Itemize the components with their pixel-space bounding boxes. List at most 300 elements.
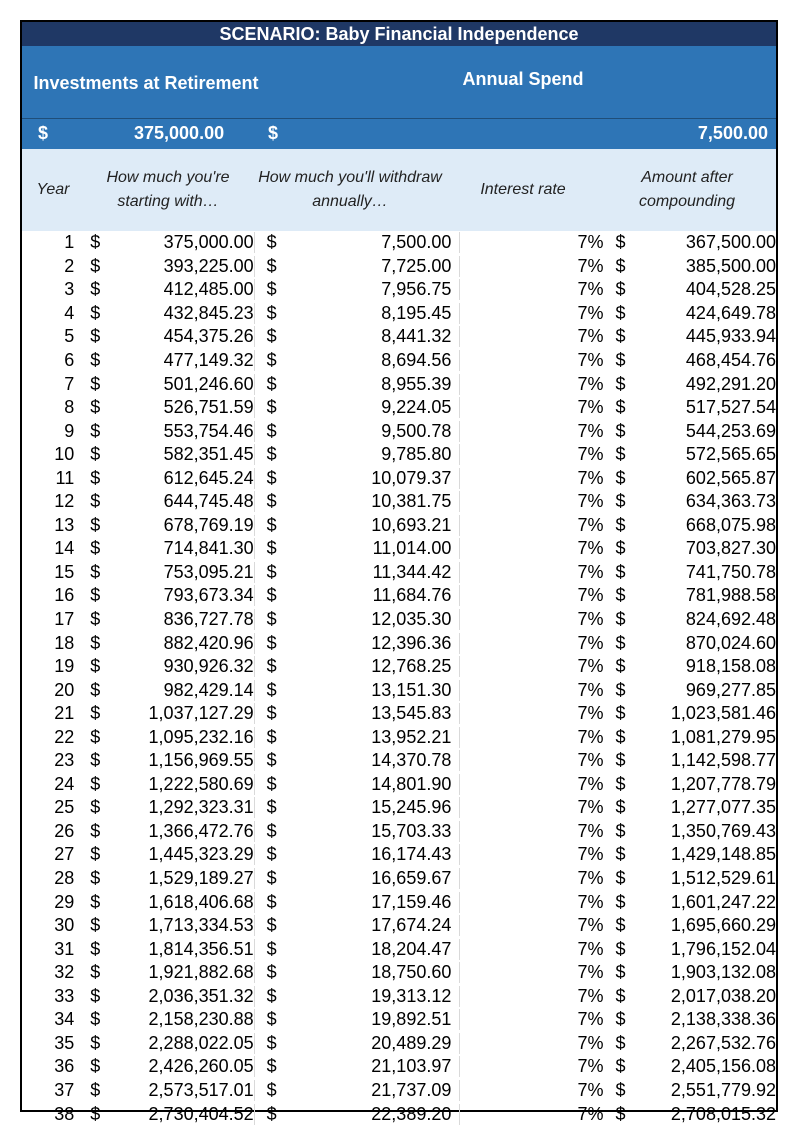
year-cell: 15 xyxy=(54,561,75,582)
starting-amount-cell: 882,420.96 xyxy=(110,633,255,654)
starting-amount-cell: 1,366,472.76 xyxy=(110,821,255,842)
table-row xyxy=(22,702,776,726)
after-compounding-cell: 781,988.58 xyxy=(685,585,777,606)
currency-cell: $ xyxy=(615,514,626,535)
interest-rate-cell: 7% xyxy=(577,750,604,771)
withdraw-amount-cell: 10,381.75 xyxy=(286,491,460,512)
table-row xyxy=(22,443,776,467)
table-row xyxy=(22,796,776,820)
year-cell: 6 xyxy=(64,350,75,370)
interest-rate-cell: 7% xyxy=(577,797,604,818)
table-row xyxy=(22,1008,776,1032)
year-cell: 3 xyxy=(64,279,75,300)
interest-rate-cell: 7% xyxy=(577,561,604,582)
table-row xyxy=(22,749,776,773)
currency-cell: $ xyxy=(90,750,101,771)
currency-cell: $ xyxy=(90,1009,101,1030)
currency-cell: $ xyxy=(90,444,101,465)
interest-rate-cell: 7% xyxy=(577,514,604,535)
interest-rate-cell: 7% xyxy=(577,726,604,747)
currency-cell: $ xyxy=(266,820,277,841)
currency-cell: $ xyxy=(90,703,101,724)
year-cell: 5 xyxy=(64,326,75,347)
after-compounding-cell: 703,827.30 xyxy=(685,538,777,559)
after-compounding-cell: 1,350,769.43 xyxy=(670,820,777,841)
year-cell: 23 xyxy=(54,750,75,771)
table-row xyxy=(22,961,776,985)
starting-amount-cell: 612,645.24 xyxy=(110,468,255,489)
starting-amount-cell: 1,222,580.69 xyxy=(110,774,255,795)
after-compounding-cell: 2,708,015.32 xyxy=(670,1103,777,1124)
after-compounding-cell: 1,207,778.79 xyxy=(670,773,777,794)
currency-cell: $ xyxy=(615,350,626,370)
currency-cell: $ xyxy=(90,915,101,936)
currency-cell: $ xyxy=(90,797,101,818)
year-cell: 14 xyxy=(54,538,75,559)
table-row xyxy=(22,1055,776,1079)
year-cell: 25 xyxy=(54,797,75,818)
table-row xyxy=(22,514,776,538)
withdraw-amount-cell: 9,500.78 xyxy=(286,421,460,442)
currency-cell: $ xyxy=(266,585,277,606)
currency-cell: $ xyxy=(615,609,626,630)
withdraw-amount-cell: 21,103.97 xyxy=(286,1056,460,1077)
currency-cell: $ xyxy=(90,538,101,559)
currency-cell: $ xyxy=(266,962,277,983)
interest-rate-cell: 7% xyxy=(577,703,604,724)
table-row xyxy=(22,396,776,420)
currency-cell: $ xyxy=(90,561,101,582)
after-compounding-cell: 602,565.87 xyxy=(685,467,777,488)
withdraw-amount-cell: 14,801.90 xyxy=(286,774,460,795)
year-cell: 22 xyxy=(54,726,75,747)
table-row xyxy=(22,937,776,961)
starting-amount-cell: 1,814,356.51 xyxy=(110,939,255,960)
after-compounding-cell: 969,277.85 xyxy=(685,679,777,700)
currency-cell: $ xyxy=(90,938,101,959)
year-cell: 38 xyxy=(54,1103,75,1124)
withdraw-amount-cell: 22,389.20 xyxy=(286,1104,460,1125)
interest-rate-cell: 7% xyxy=(577,538,604,559)
currency-cell: $ xyxy=(266,491,277,512)
year-cell: 12 xyxy=(54,491,75,512)
currency-cell: $ xyxy=(266,632,277,653)
currency-cell: $ xyxy=(90,632,101,653)
interest-rate-cell: 7% xyxy=(577,232,604,253)
withdraw-amount-cell: 11,684.76 xyxy=(286,585,460,606)
currency-cell: $ xyxy=(90,491,101,512)
interest-rate-cell: 7% xyxy=(577,820,604,841)
currency-cell: $ xyxy=(266,750,277,771)
currency-cell: $ xyxy=(615,797,626,818)
interest-rate-cell: 7% xyxy=(577,420,604,441)
starting-amount-cell: 1,921,882.68 xyxy=(110,962,255,983)
year-cell: 10 xyxy=(54,444,75,465)
interest-rate-cell: 7% xyxy=(577,1032,604,1053)
currency-cell: $ xyxy=(266,703,277,724)
starting-amount-cell: 2,288,022.05 xyxy=(110,1033,255,1054)
starting-amount-cell: 582,351.45 xyxy=(110,444,255,465)
starting-amount-cell: 2,036,351.32 xyxy=(110,986,255,1007)
table-row xyxy=(22,349,776,373)
starting-amount-cell: 753,095.21 xyxy=(110,562,255,583)
withdraw-amount-cell: 7,725.00 xyxy=(286,256,460,277)
currency-cell: $ xyxy=(615,326,626,347)
after-compounding-cell: 824,692.48 xyxy=(685,609,777,630)
interest-rate-cell: 7% xyxy=(577,679,604,700)
currency-cell: $ xyxy=(615,1056,626,1077)
currency-cell: $ xyxy=(90,279,101,300)
currency-cell: $ xyxy=(615,844,626,865)
currency-cell: $ xyxy=(615,891,626,912)
after-compounding-cell: 2,405,156.08 xyxy=(670,1056,777,1077)
starting-amount-cell: 1,037,127.29 xyxy=(110,703,255,724)
currency-cell: $ xyxy=(615,585,626,606)
col-year: Year xyxy=(36,181,70,198)
year-cell: 19 xyxy=(54,656,75,677)
currency-cell: $ xyxy=(266,420,277,441)
currency-cell: $ xyxy=(266,1079,277,1100)
starting-amount-cell: 477,149.32 xyxy=(110,350,255,371)
year-cell: 2 xyxy=(64,255,75,276)
currency-cell: $ xyxy=(615,726,626,747)
table-row xyxy=(22,231,776,255)
currency-cell: $ xyxy=(266,609,277,630)
withdraw-amount-cell: 17,674.24 xyxy=(286,915,460,936)
table-row xyxy=(22,725,776,749)
interest-rate-cell: 7% xyxy=(577,1079,604,1100)
withdraw-amount-cell: 19,313.12 xyxy=(286,986,460,1007)
withdraw-amount-cell: 18,204.47 xyxy=(286,939,460,960)
starting-amount-cell: 1,529,189.27 xyxy=(110,868,255,889)
year-cell: 11 xyxy=(55,467,75,488)
table-row xyxy=(22,820,776,844)
currency-cell: $ xyxy=(266,467,277,488)
currency-cell: $ xyxy=(266,915,277,936)
withdraw-amount-cell: 12,768.25 xyxy=(286,656,460,677)
table-row xyxy=(22,843,776,867)
spend-currency: $ xyxy=(268,123,279,143)
withdraw-amount-cell: 9,224.05 xyxy=(286,397,460,418)
withdraw-amount-cell: 16,659.67 xyxy=(286,868,460,889)
year-cell: 32 xyxy=(54,962,75,983)
starting-amount-cell: 1,713,334.53 xyxy=(110,915,255,936)
after-compounding-cell: 517,527.54 xyxy=(685,397,777,418)
summary-header xyxy=(22,46,776,118)
year-cell: 13 xyxy=(54,514,75,535)
withdraw-amount-cell: 20,489.29 xyxy=(286,1033,460,1054)
currency-cell: $ xyxy=(266,656,277,677)
table-row xyxy=(22,773,776,797)
currency-cell: $ xyxy=(266,514,277,535)
withdraw-amount-cell: 10,693.21 xyxy=(286,515,460,536)
starting-amount-cell: 553,754.46 xyxy=(110,421,255,442)
year-cell: 7 xyxy=(64,373,75,394)
data-rows xyxy=(22,231,776,1126)
currency-cell: $ xyxy=(615,444,626,465)
currency-cell: $ xyxy=(266,1032,277,1053)
withdraw-amount-cell: 12,035.30 xyxy=(286,609,460,630)
interest-rate-cell: 7% xyxy=(577,985,604,1006)
currency-cell: $ xyxy=(615,1079,626,1100)
interest-rate-cell: 7% xyxy=(577,279,604,300)
interest-rate-cell: 7% xyxy=(577,585,604,606)
starting-amount-cell: 836,727.78 xyxy=(110,609,255,630)
currency-cell: $ xyxy=(615,679,626,700)
table-row xyxy=(22,419,776,443)
starting-amount-cell: 526,751.59 xyxy=(110,397,255,418)
year-cell: 26 xyxy=(54,820,75,841)
currency-cell: $ xyxy=(90,985,101,1006)
starting-amount-cell: 714,841.30 xyxy=(110,538,255,559)
interest-rate-cell: 7% xyxy=(577,938,604,959)
currency-cell: $ xyxy=(90,255,101,276)
currency-cell: $ xyxy=(615,1009,626,1030)
withdraw-amount-cell: 18,750.60 xyxy=(286,962,460,983)
table-row xyxy=(22,867,776,891)
table-row xyxy=(22,1032,776,1056)
starting-amount-cell: 1,445,323.29 xyxy=(110,844,255,865)
currency-cell: $ xyxy=(266,1009,277,1030)
starting-amount-cell: 678,769.19 xyxy=(110,515,255,536)
starting-amount-cell: 2,426,260.05 xyxy=(110,1056,255,1077)
starting-amount-cell: 412,485.00 xyxy=(110,279,255,300)
currency-cell: $ xyxy=(615,985,626,1006)
starting-amount-cell: 644,745.48 xyxy=(110,491,255,512)
starting-amount-cell: 982,429.14 xyxy=(110,680,255,701)
interest-rate-cell: 7% xyxy=(577,915,604,936)
after-compounding-cell: 741,750.78 xyxy=(685,561,777,582)
column-headers xyxy=(22,149,776,231)
currency-cell: $ xyxy=(266,844,277,865)
withdraw-amount-cell: 7,956.75 xyxy=(286,279,460,300)
year-cell: 17 xyxy=(54,609,75,630)
currency-cell: $ xyxy=(90,844,101,865)
currency-cell: $ xyxy=(266,255,277,276)
year-cell: 28 xyxy=(54,868,75,889)
after-compounding-cell: 544,253.69 xyxy=(685,420,777,441)
currency-cell: $ xyxy=(615,279,626,300)
year-cell: 37 xyxy=(54,1079,75,1100)
starting-amount-cell: 375,000.00 xyxy=(110,232,255,253)
currency-cell: $ xyxy=(615,232,626,253)
year-cell: 21 xyxy=(54,703,75,724)
starting-amount-cell: 1,156,969.55 xyxy=(110,750,255,771)
currency-cell: $ xyxy=(90,609,101,630)
currency-cell: $ xyxy=(90,820,101,841)
withdraw-amount-cell: 16,174.43 xyxy=(286,844,460,865)
table-row xyxy=(22,325,776,349)
year-cell: 8 xyxy=(64,397,75,418)
currency-cell: $ xyxy=(615,1032,626,1053)
withdraw-amount-cell: 11,344.42 xyxy=(286,562,460,583)
currency-cell: $ xyxy=(615,962,626,983)
year-cell: 33 xyxy=(54,985,75,1006)
after-compounding-cell: 2,551,779.92 xyxy=(670,1079,777,1100)
currency-cell: $ xyxy=(615,373,626,394)
currency-cell: $ xyxy=(615,938,626,959)
year-cell: 20 xyxy=(54,679,75,700)
year-cell: 29 xyxy=(54,891,75,912)
currency-cell: $ xyxy=(266,561,277,582)
currency-cell: $ xyxy=(615,1103,626,1124)
table-row xyxy=(22,561,776,585)
starting-amount-cell: 501,246.60 xyxy=(110,374,255,395)
currency-cell: $ xyxy=(90,514,101,535)
withdraw-amount-cell: 12,396.36 xyxy=(286,633,460,654)
currency-cell: $ xyxy=(615,820,626,841)
after-compounding-cell: 385,500.00 xyxy=(685,255,777,276)
after-compounding-cell: 445,933.94 xyxy=(685,326,777,347)
table-row xyxy=(22,466,776,490)
investments-value: 375,000.00 xyxy=(134,123,225,143)
currency-cell: $ xyxy=(615,915,626,936)
currency-cell: $ xyxy=(615,868,626,889)
after-compounding-cell: 2,267,532.76 xyxy=(670,1032,777,1053)
year-cell: 30 xyxy=(54,915,75,936)
interest-rate-cell: 7% xyxy=(577,609,604,630)
after-compounding-cell: 1,512,529.61 xyxy=(670,868,777,889)
currency-cell: $ xyxy=(266,938,277,959)
currency-cell: $ xyxy=(90,467,101,488)
table-row xyxy=(22,537,776,561)
interest-rate-cell: 7% xyxy=(577,397,604,418)
after-compounding-cell: 1,601,247.22 xyxy=(670,891,777,912)
after-compounding-cell: 404,528.25 xyxy=(685,279,777,300)
table-row xyxy=(22,914,776,938)
table-row xyxy=(22,584,776,608)
currency-cell: $ xyxy=(90,397,101,418)
starting-amount-cell: 432,845.23 xyxy=(110,303,255,324)
investments-label: Investments at Retirement xyxy=(33,73,259,93)
interest-rate-cell: 7% xyxy=(577,326,604,347)
table-row xyxy=(22,302,776,326)
interest-rate-cell: 7% xyxy=(577,773,604,794)
withdraw-amount-cell: 7,500.00 xyxy=(286,232,460,253)
table-row xyxy=(22,255,776,279)
table-row xyxy=(22,1079,776,1103)
currency-cell: $ xyxy=(615,561,626,582)
withdraw-amount-cell: 8,955.39 xyxy=(286,374,460,395)
currency-cell: $ xyxy=(90,373,101,394)
table-row xyxy=(22,278,776,302)
interest-rate-cell: 7% xyxy=(577,373,604,394)
starting-amount-cell: 2,158,230.88 xyxy=(110,1009,255,1030)
after-compounding-cell: 1,903,132.08 xyxy=(670,962,777,983)
currency-cell: $ xyxy=(615,703,626,724)
currency-cell: $ xyxy=(90,232,101,253)
currency-cell: $ xyxy=(90,726,101,747)
interest-rate-cell: 7% xyxy=(577,656,604,677)
interest-rate-cell: 7% xyxy=(577,1056,604,1077)
withdraw-amount-cell: 13,545.83 xyxy=(286,703,460,724)
withdraw-amount-cell: 11,014.00 xyxy=(286,538,460,559)
after-compounding-cell: 918,158.08 xyxy=(685,656,777,677)
table-row xyxy=(22,372,776,396)
col-withdraw: How much you'll withdraw annually… xyxy=(258,169,442,210)
table-row xyxy=(22,608,776,632)
currency-cell: $ xyxy=(90,1032,101,1053)
starting-amount-cell: 393,225.00 xyxy=(110,256,255,277)
interest-rate-cell: 7% xyxy=(577,491,604,512)
interest-rate-cell: 7% xyxy=(577,1009,604,1030)
year-cell: 36 xyxy=(54,1056,75,1077)
currency-cell: $ xyxy=(90,326,101,347)
currency-cell: $ xyxy=(266,985,277,1006)
interest-rate-cell: 7% xyxy=(577,962,604,983)
currency-cell: $ xyxy=(90,585,101,606)
after-compounding-cell: 1,277,077.35 xyxy=(670,797,777,818)
withdraw-amount-cell: 13,151.30 xyxy=(286,680,460,701)
year-cell: 31 xyxy=(54,938,75,959)
after-compounding-cell: 1,081,279.95 xyxy=(670,726,777,747)
currency-cell: $ xyxy=(266,373,277,394)
after-compounding-cell: 572,565.65 xyxy=(685,444,777,465)
year-cell: 18 xyxy=(54,632,75,653)
after-compounding-cell: 634,363.73 xyxy=(685,491,777,512)
currency-cell: $ xyxy=(615,773,626,794)
year-cell: 4 xyxy=(64,302,75,323)
after-compounding-cell: 668,075.98 xyxy=(685,514,777,535)
after-compounding-cell: 468,454.76 xyxy=(685,350,777,370)
year-cell: 1 xyxy=(64,232,75,253)
after-compounding-cell: 1,142,598.77 xyxy=(670,750,777,771)
currency-cell: $ xyxy=(615,302,626,323)
col-starting: How much you're starting with… xyxy=(106,169,230,210)
currency-cell: $ xyxy=(266,232,277,253)
interest-rate-cell: 7% xyxy=(577,1103,604,1124)
currency-cell: $ xyxy=(266,326,277,347)
currency-cell: $ xyxy=(615,397,626,418)
year-cell: 27 xyxy=(54,844,75,865)
spreadsheet-frame xyxy=(20,20,778,1124)
interest-rate-cell: 7% xyxy=(577,844,604,865)
withdraw-amount-cell: 8,195.45 xyxy=(286,303,460,324)
withdraw-amount-cell: 21,737.09 xyxy=(286,1080,460,1101)
table-row xyxy=(22,631,776,655)
after-compounding-cell: 492,291.20 xyxy=(685,373,777,394)
withdraw-amount-cell: 8,441.32 xyxy=(286,326,460,347)
currency-cell: $ xyxy=(615,538,626,559)
currency-cell: $ xyxy=(90,420,101,441)
after-compounding-cell: 2,138,338.36 xyxy=(670,1009,777,1030)
col-after-compounding: Amount after compounding xyxy=(638,169,736,210)
currency-cell: $ xyxy=(615,420,626,441)
currency-cell: $ xyxy=(615,656,626,677)
col-interest-rate: Interest rate xyxy=(480,181,566,198)
currency-cell: $ xyxy=(266,444,277,465)
currency-cell: $ xyxy=(90,302,101,323)
currency-cell: $ xyxy=(615,467,626,488)
currency-cell: $ xyxy=(90,350,101,370)
year-cell: 16 xyxy=(54,585,75,606)
currency-cell: $ xyxy=(266,1103,277,1124)
after-compounding-cell: 870,024.60 xyxy=(685,632,777,653)
withdraw-amount-cell: 15,703.33 xyxy=(286,821,460,842)
currency-cell: $ xyxy=(615,255,626,276)
starting-amount-cell: 454,375.26 xyxy=(110,326,255,347)
currency-cell: $ xyxy=(266,350,277,370)
table-row xyxy=(22,678,776,702)
withdraw-amount-cell: 10,079.37 xyxy=(286,468,460,489)
currency-cell: $ xyxy=(266,773,277,794)
currency-cell: $ xyxy=(266,891,277,912)
interest-rate-cell: 7% xyxy=(577,350,604,370)
table-row xyxy=(22,890,776,914)
year-cell: 9 xyxy=(64,420,75,441)
withdraw-amount-cell: 8,694.56 xyxy=(286,350,460,371)
currency-cell: $ xyxy=(90,656,101,677)
